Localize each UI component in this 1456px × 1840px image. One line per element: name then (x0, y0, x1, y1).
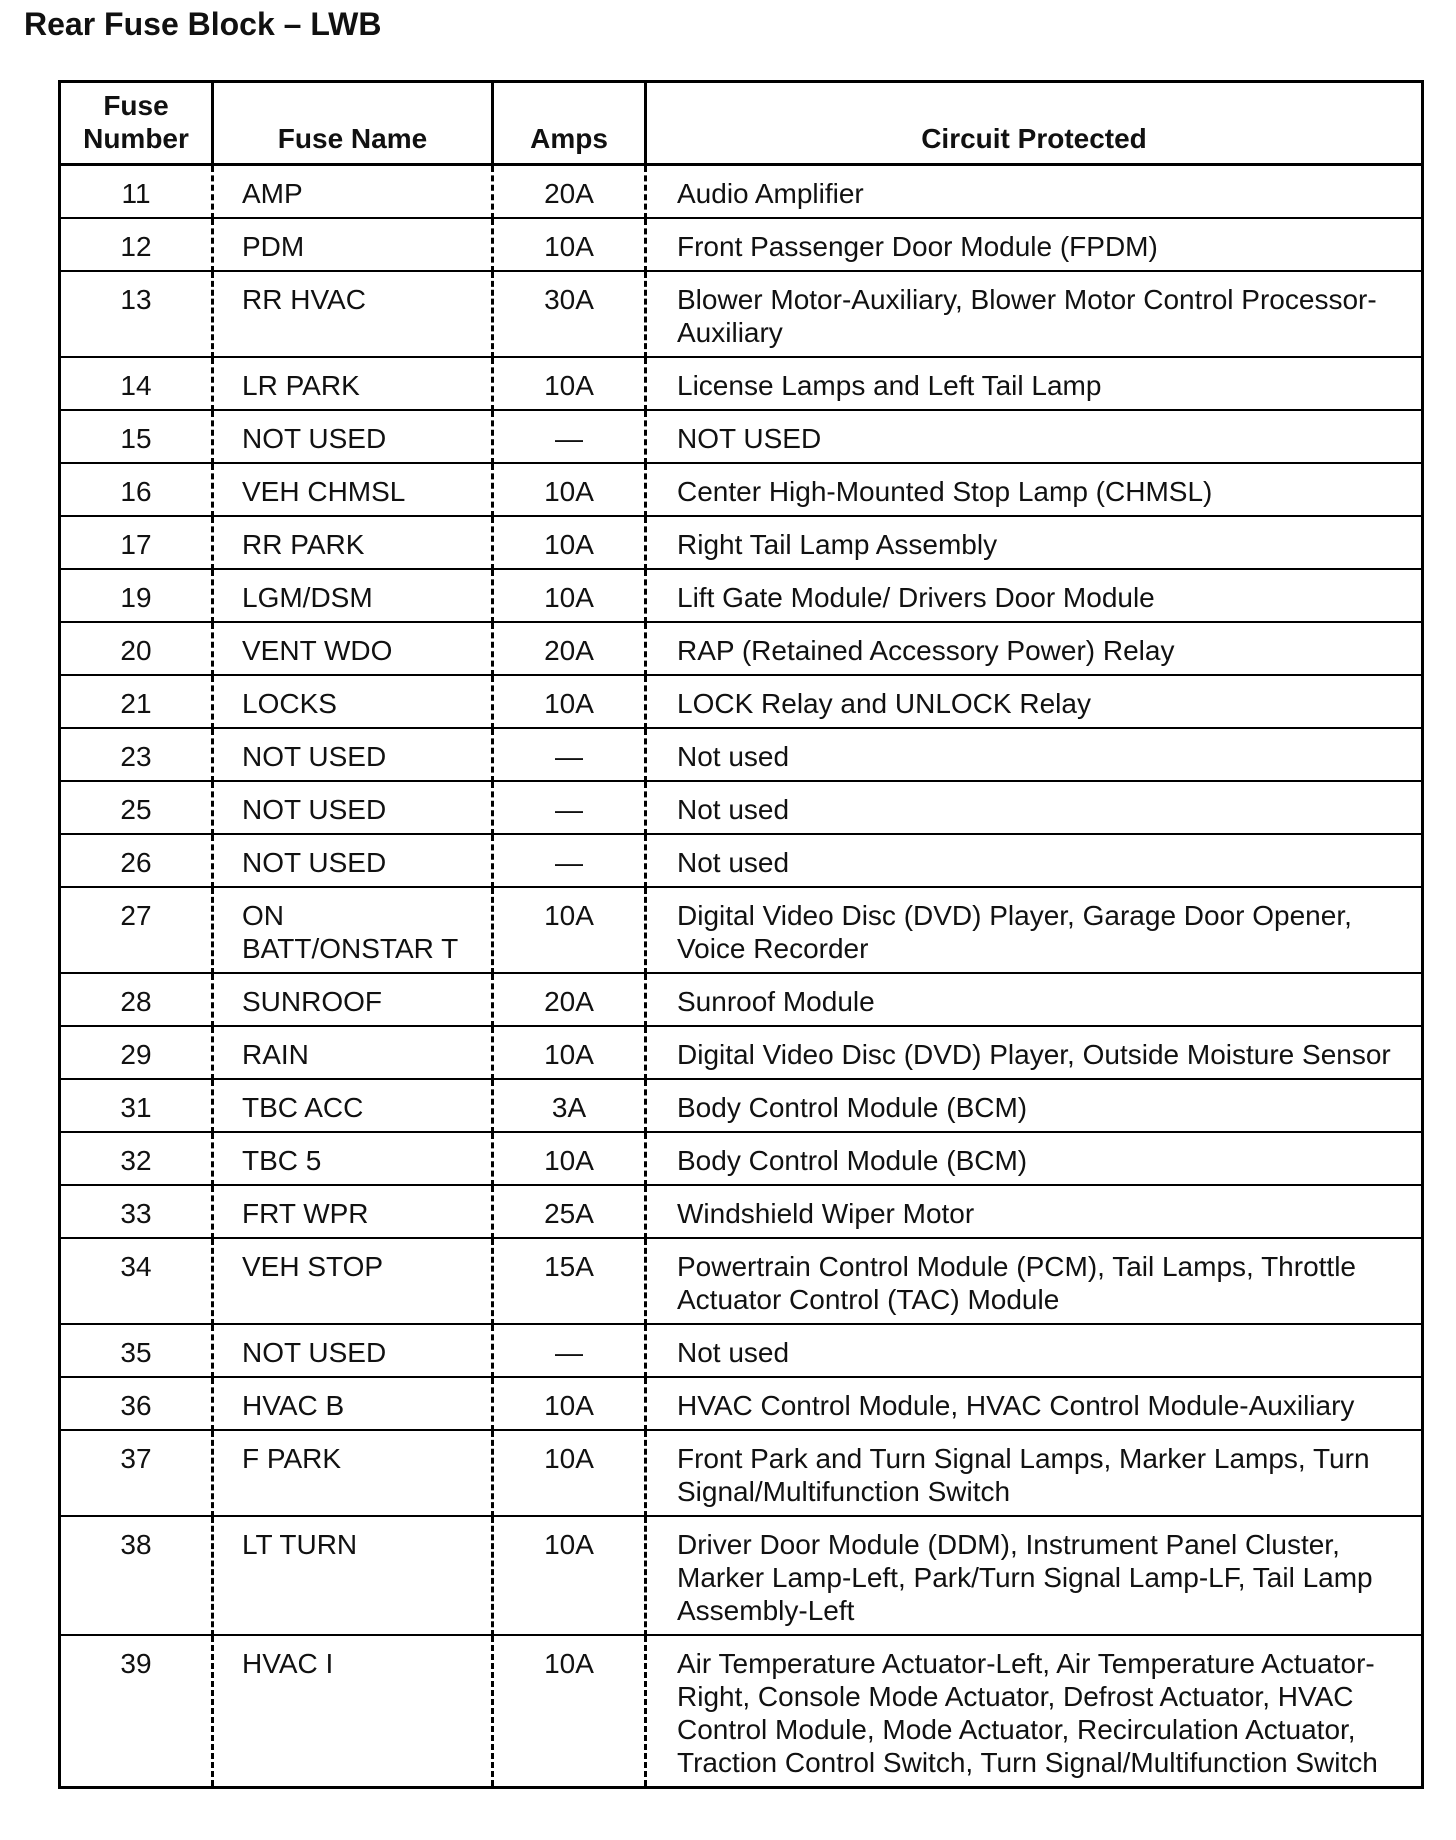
fuse-number-cell: 19 (60, 569, 213, 622)
fuse-name-cell: SUNROOF (213, 973, 493, 1026)
fuse-name-cell: LOCKS (213, 675, 493, 728)
fuse-number-cell: 36 (60, 1377, 213, 1430)
circuit-protected-cell: Sunroof Module (646, 973, 1423, 1026)
fuse-name-cell: VEH STOP (213, 1238, 493, 1324)
fuse-number-cell: 13 (60, 271, 213, 357)
fuse-name-cell: NOT USED (213, 781, 493, 834)
table-row (60, 781, 1423, 834)
table-row (60, 728, 1423, 781)
circuit-protected-cell: LOCK Relay and UNLOCK Relay (646, 675, 1423, 728)
circuit-protected-cell: Right Tail Lamp Assembly (646, 516, 1423, 569)
amps-cell: 10A (493, 1377, 646, 1430)
circuit-protected-cell: RAP (Retained Accessory Power) Relay (646, 622, 1423, 675)
table-row (60, 516, 1423, 569)
fuse-table (58, 80, 1424, 1789)
fuse-number-cell: 15 (60, 410, 213, 463)
amps-cell: 10A (493, 1132, 646, 1185)
fuse-name-cell: VENT WDO (213, 622, 493, 675)
fuse-number-cell: 16 (60, 463, 213, 516)
amps-cell: 10A (493, 1516, 646, 1635)
table-row (60, 675, 1423, 728)
circuit-protected-cell: Not used (646, 781, 1423, 834)
fuse-name-cell: F PARK (213, 1430, 493, 1516)
fuse-number-cell: 25 (60, 781, 213, 834)
header-circuit-protected: Circuit Protected (646, 82, 1423, 165)
fuse-number-cell: 28 (60, 973, 213, 1026)
circuit-protected-cell: Windshield Wiper Motor (646, 1185, 1423, 1238)
fuse-name-cell: TBC 5 (213, 1132, 493, 1185)
fuse-number-cell: 32 (60, 1132, 213, 1185)
fuse-name-cell: NOT USED (213, 834, 493, 887)
fuse-number-cell: 38 (60, 1516, 213, 1635)
fuse-number-cell: 29 (60, 1026, 213, 1079)
circuit-protected-cell: Center High-Mounted Stop Lamp (CHMSL) (646, 463, 1423, 516)
table-row (60, 834, 1423, 887)
amps-cell: 10A (493, 1026, 646, 1079)
fuse-number-cell: 34 (60, 1238, 213, 1324)
fuse-name-cell: VEH CHMSL (213, 463, 493, 516)
table-row (60, 1516, 1423, 1635)
fuse-name-cell: NOT USED (213, 728, 493, 781)
circuit-protected-cell: Not used (646, 1324, 1423, 1377)
table-row (60, 165, 1423, 219)
header-fuse-number: Fuse Number (60, 82, 213, 165)
circuit-protected-cell: Powertrain Control Module (PCM), Tail Lamps, Throttle Actuator Control (TAC) Module (646, 1238, 1423, 1324)
table-row (60, 271, 1423, 357)
fuse-name-cell: HVAC I (213, 1635, 493, 1788)
amps-cell: — (493, 834, 646, 887)
circuit-protected-cell: Body Control Module (BCM) (646, 1132, 1423, 1185)
fuse-number-cell: 17 (60, 516, 213, 569)
circuit-protected-cell: Air Temperature Actuator-Left, Air Temperature Actuator-Right, Console Mode Actuator, Defrost Actuator, HVAC Control Module, Mode Actuator, Recirculation Actuator, Traction Control Switch, Turn Signal/Multifunction Switch (646, 1635, 1423, 1788)
table-row (60, 1026, 1423, 1079)
circuit-protected-cell: Front Park and Turn Signal Lamps, Marker Lamps, Turn Signal/Multifunction Switch (646, 1430, 1423, 1516)
amps-cell: 10A (493, 357, 646, 410)
fuse-name-cell: LGM/DSM (213, 569, 493, 622)
fuse-table-body (60, 165, 1423, 1788)
header-row (60, 82, 1423, 165)
table-row (60, 622, 1423, 675)
fuse-name-cell: HVAC B (213, 1377, 493, 1430)
header-amps: Amps (493, 82, 646, 165)
amps-cell: 10A (493, 1430, 646, 1516)
table-row (60, 1185, 1423, 1238)
fuse-name-cell: PDM (213, 218, 493, 271)
fuse-name-cell: RAIN (213, 1026, 493, 1079)
fuse-name-cell: FRT WPR (213, 1185, 493, 1238)
table-row (60, 357, 1423, 410)
circuit-protected-cell: NOT USED (646, 410, 1423, 463)
amps-cell: 20A (493, 973, 646, 1026)
amps-cell: 10A (493, 463, 646, 516)
page-title: Rear Fuse Block – LWB (24, 6, 382, 42)
table-row (60, 887, 1423, 973)
table-row (60, 973, 1423, 1026)
amps-cell: 10A (493, 569, 646, 622)
fuse-number-cell: 27 (60, 887, 213, 973)
amps-cell: 10A (493, 516, 646, 569)
circuit-protected-cell: Not used (646, 834, 1423, 887)
amps-cell: — (493, 728, 646, 781)
table-row (60, 1132, 1423, 1185)
fuse-number-cell: 31 (60, 1079, 213, 1132)
fuse-number-cell: 12 (60, 218, 213, 271)
fuse-number-cell: 26 (60, 834, 213, 887)
table-row (60, 1635, 1423, 1788)
circuit-protected-cell: Not used (646, 728, 1423, 781)
table-row (60, 463, 1423, 516)
circuit-protected-cell: Driver Door Module (DDM), Instrument Panel Cluster, Marker Lamp-Left, Park/Turn Signal Lamp-LF, Tail Lamp Assembly-Left (646, 1516, 1423, 1635)
amps-cell: — (493, 781, 646, 834)
circuit-protected-cell: License Lamps and Left Tail Lamp (646, 357, 1423, 410)
fuse-number-cell: 14 (60, 357, 213, 410)
circuit-protected-cell: Lift Gate Module/ Drivers Door Module (646, 569, 1423, 622)
fuse-number-cell: 37 (60, 1430, 213, 1516)
table-row (60, 1377, 1423, 1430)
fuse-name-cell: TBC ACC (213, 1079, 493, 1132)
fuse-name-cell: AMP (213, 165, 493, 219)
amps-cell: 3A (493, 1079, 646, 1132)
fuse-number-cell: 35 (60, 1324, 213, 1377)
fuse-name-cell: NOT USED (213, 410, 493, 463)
amps-cell: — (493, 1324, 646, 1377)
fuse-name-cell: LT TURN (213, 1516, 493, 1635)
fuse-number-cell: 21 (60, 675, 213, 728)
header-fuse-name: Fuse Name (213, 82, 493, 165)
fuse-name-cell: RR HVAC (213, 271, 493, 357)
fuse-number-cell: 39 (60, 1635, 213, 1788)
circuit-protected-cell: Blower Motor-Auxiliary, Blower Motor Control Processor-Auxiliary (646, 271, 1423, 357)
amps-cell: — (493, 410, 646, 463)
fuse-name-cell: ON BATT/ONSTAR T (213, 887, 493, 973)
amps-cell: 20A (493, 622, 646, 675)
table-row (60, 1238, 1423, 1324)
table-row (60, 218, 1423, 271)
table-row (60, 410, 1423, 463)
fuse-number-cell: 20 (60, 622, 213, 675)
circuit-protected-cell: Body Control Module (BCM) (646, 1079, 1423, 1132)
amps-cell: 15A (493, 1238, 646, 1324)
amps-cell: 25A (493, 1185, 646, 1238)
circuit-protected-cell: Digital Video Disc (DVD) Player, Outside Moisture Sensor (646, 1026, 1423, 1079)
circuit-protected-cell: Digital Video Disc (DVD) Player, Garage Door Opener, Voice Recorder (646, 887, 1423, 973)
amps-cell: 10A (493, 1635, 646, 1788)
fuse-number-cell: 11 (121, 178, 151, 209)
table-row (60, 1324, 1423, 1377)
amps-cell: 20A (493, 165, 646, 219)
amps-cell: 10A (493, 218, 646, 271)
amps-cell: 10A (493, 675, 646, 728)
amps-cell: 10A (493, 887, 646, 973)
fuse-number-cell: 33 (60, 1185, 213, 1238)
circuit-protected-cell: Audio Amplifier (646, 165, 1423, 219)
circuit-protected-cell: Front Passenger Door Module (FPDM) (646, 218, 1423, 271)
fuse-name-cell: NOT USED (213, 1324, 493, 1377)
table-row (60, 1430, 1423, 1516)
fuse-name-cell: LR PARK (213, 357, 493, 410)
circuit-protected-cell: HVAC Control Module, HVAC Control Module-Auxiliary (646, 1377, 1423, 1430)
table-row (60, 569, 1423, 622)
fuse-number-cell: 23 (60, 728, 213, 781)
table-row (60, 1079, 1423, 1132)
amps-cell: 30A (493, 271, 646, 357)
fuse-name-cell: RR PARK (213, 516, 493, 569)
